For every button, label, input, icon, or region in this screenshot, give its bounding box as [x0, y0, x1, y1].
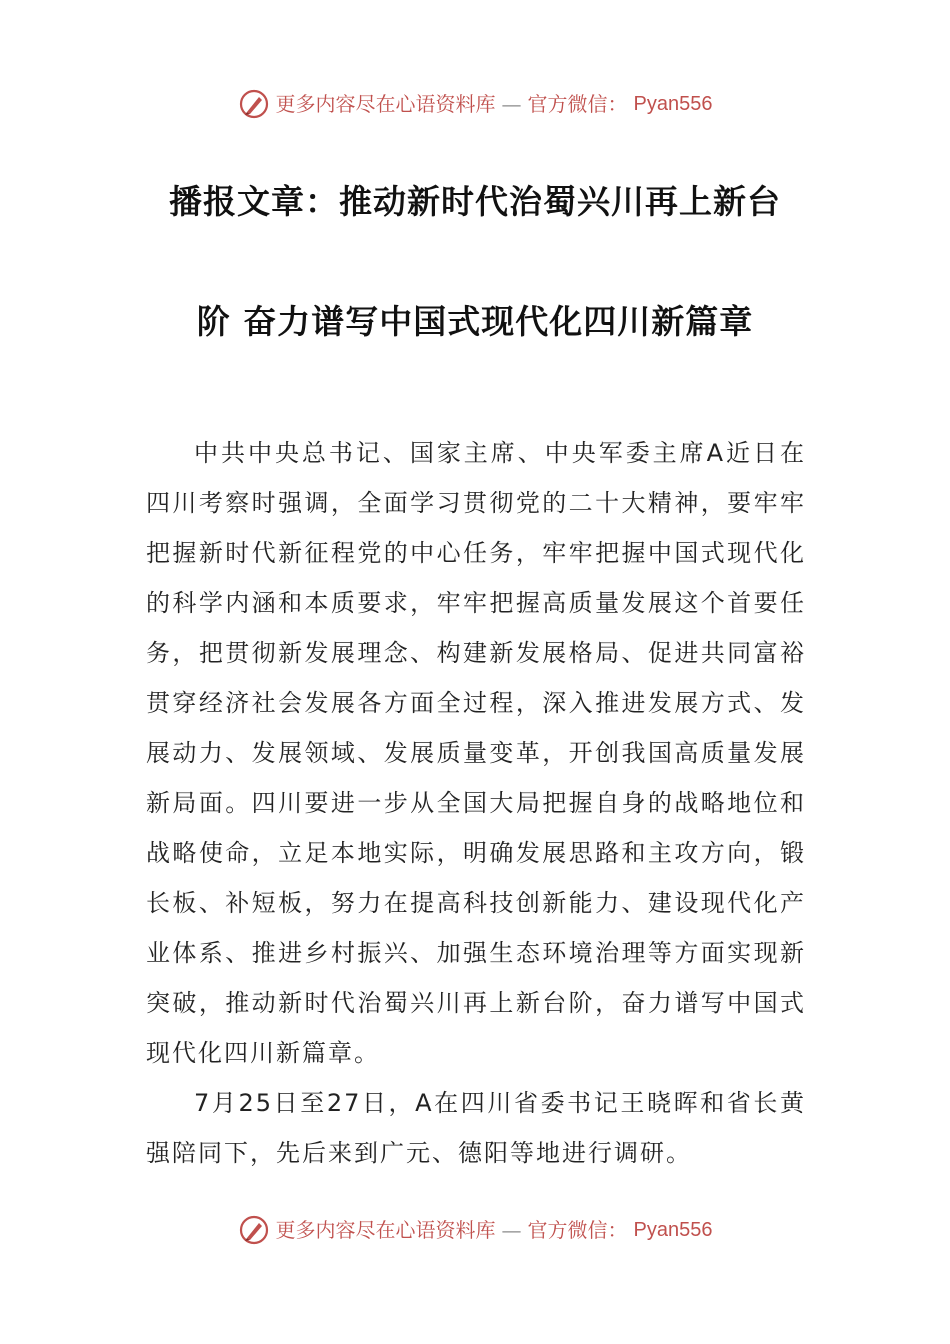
watermark-contact-id: Pyan556 — [633, 93, 713, 115]
watermark-contact-id: Pyan556 — [633, 1219, 713, 1241]
header-watermark — [0, 88, 950, 120]
watermark-separator: — — [501, 1218, 522, 1242]
paragraph-1: 中共中央总书记、国家主席、中央军委主席A近日在四川考察时强调，全面学习贯彻党的二十大精神，要牢牢把握新时代新征程党的中心任务，牢牢把握中国式现代化的科学内涵和本质要求，牢牢把握高质量发展这个首要任务，把贯彻新发展理念、构建新发展格局、促进共同富裕贯穿经济社会发展各方面全过程，深入推进发展方式、发展动力、发展领域、发展质量变革，开创我国高质量发展新局面。四川要进一步从全国大局把握自身的战略地位和战略使命，立足本地实际，明确发展思路和主攻方向，锻长板、补短板，努力在提高科技创新能力、建设现代化产业体系、推进乡村振兴、加强生态环境治理等方面实现新突破，推动新时代治蜀兴川再上新台阶，奋力谱写中国式现代化四川新篇章。 — [146, 439, 806, 1067]
document-title-line-2: 阶 奋力谱写中国式现代化四川新篇章 — [196, 302, 754, 341]
watermark-text: 更多内容尽在心语资料库 — [275, 92, 496, 116]
pen-logo-icon — [238, 88, 270, 120]
footer-watermark — [0, 1214, 950, 1246]
pen-logo-icon — [238, 1214, 270, 1246]
watermark-text: 更多内容尽在心语资料库 — [275, 1218, 496, 1242]
watermark-separator: — — [501, 92, 522, 116]
watermark-contact-label: 官方微信： — [527, 92, 628, 116]
article-body — [146, 428, 806, 1178]
watermark-contact-label: 官方微信： — [527, 1218, 628, 1242]
paragraph-2: 7月25日至27日，A在四川省委书记王晓晖和省长黄强陪同下，先后来到广元、德阳等地进行调研。 — [146, 1089, 806, 1167]
document-title-line-1: 播报文章：推动新时代治蜀兴川再上新台 — [169, 182, 781, 221]
